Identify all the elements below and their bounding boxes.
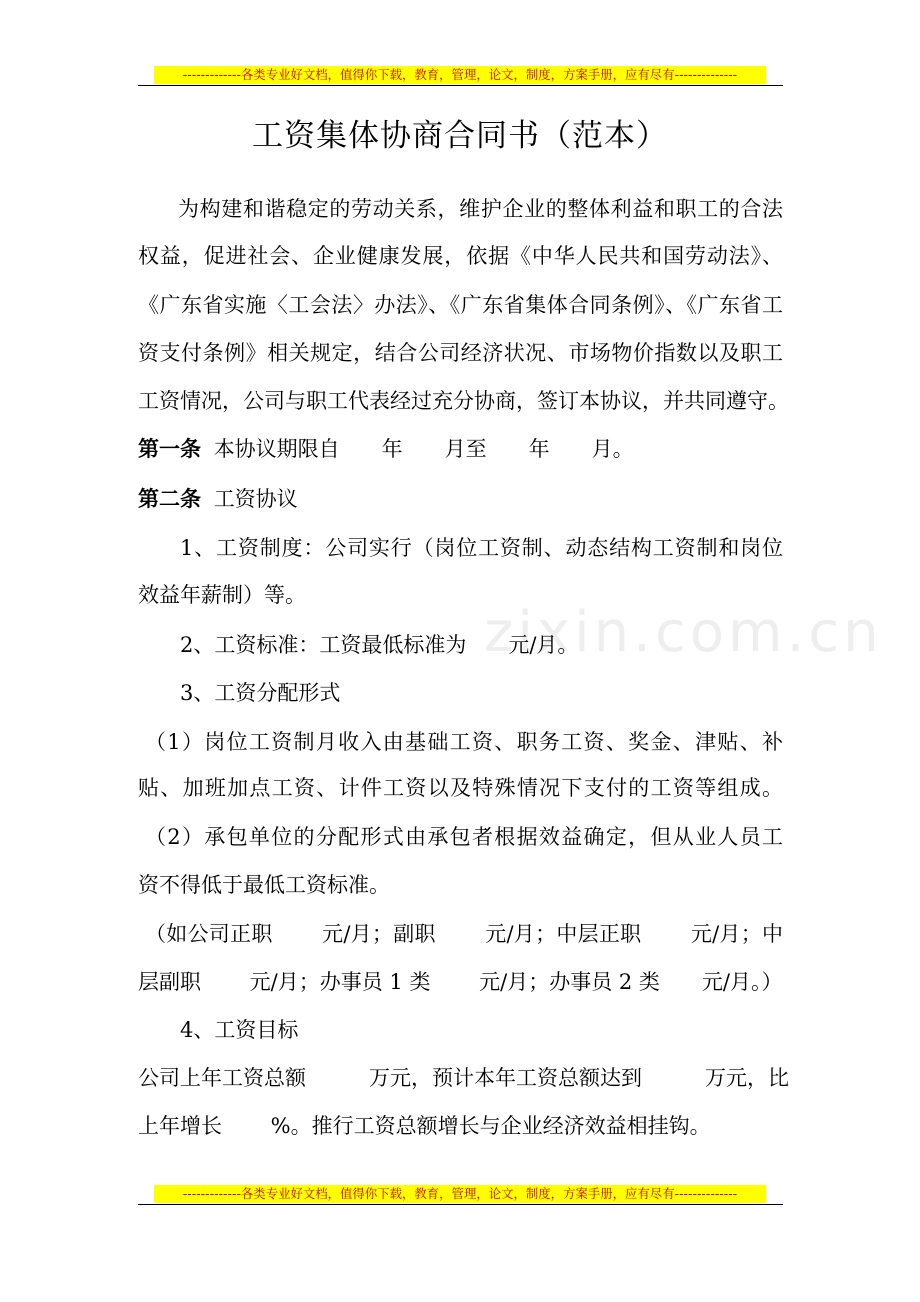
footer-rule	[138, 1204, 783, 1205]
intro-line: 为构建和谐稳定的劳动关系，维护企业的整体利益和职工的合法	[178, 197, 783, 221]
intro-line: 资支付条例》相关规定，结合公司经济状况、市场物价指数以及职工	[138, 341, 783, 365]
item-3: 3、工资分配形式	[180, 681, 341, 705]
item-1-line: 效益年薪制）等。	[138, 583, 306, 607]
note-line: 层副职 元/月；办事员 1 类 元/月；办事员 2 类 元/月。）	[138, 970, 783, 994]
article-2-text: 工资协议	[213, 487, 298, 511]
sub-2-line: 资不得低于最低工资标准。	[138, 873, 390, 897]
article-1-text: 本协议期限自 年 月至 年 月。	[213, 437, 634, 461]
sub-1-line: （1）岗位工资制月收入由基础工资、职务工资、奖金、津贴、补	[145, 730, 783, 754]
sub-1-line: 贴、加班加点工资、计件工资以及特殊情况下支付的工资等组成。	[138, 776, 783, 800]
article-1	[138, 434, 788, 464]
intro-line: 工资情况，公司与职工代表经过充分协商，签订本协议，并共同遵守。	[138, 389, 789, 413]
item-2: 2、工资标准：工资最低标准为 元/月。	[180, 633, 579, 657]
target-line: 上年增长 %。推行工资总额增长与企业经济效益相挂钩。	[138, 1114, 711, 1138]
note-line: （如公司正职 元/月；副职 元/月；中层正职 元/月；中	[145, 922, 783, 946]
intro-line: 《广东省实施〈工会法〉办法》、《广东省集体合同条例》、《广东省工	[138, 293, 783, 317]
intro-line: 权益，促进社会、企业健康发展，依据《中华人民共和国劳动法》、	[138, 244, 783, 268]
header-banner: -------------各类专业好文档，值得你下载，教育，管理，论文，制度，方案手册，应有尽有--------------	[154, 66, 766, 84]
item-1-line: 1、工资制度：公司实行（岗位工资制、动态结构工资制和岗位	[180, 536, 783, 560]
header-rule	[138, 85, 783, 86]
article-2-label: 第二条	[138, 487, 201, 511]
target-line: 公司上年工资总额 万元，预计本年工资总额达到 万元，比	[138, 1066, 789, 1090]
document-title: 工资集体协商合同书（范本）	[252, 118, 668, 154]
article-1-label: 第一条	[138, 437, 201, 461]
item-4: 4、工资目标	[180, 1018, 299, 1042]
watermark: zixin.com.cn	[484, 600, 883, 665]
sub-2-line: （2）承包单位的分配形式由承包者根据效益确定，但从业人员工	[145, 825, 783, 849]
article-2	[138, 484, 788, 514]
footer-banner: -------------各类专业好文档，值得你下载，教育，管理，论文，制度，方案手册，应有尽有--------------	[154, 1185, 766, 1203]
